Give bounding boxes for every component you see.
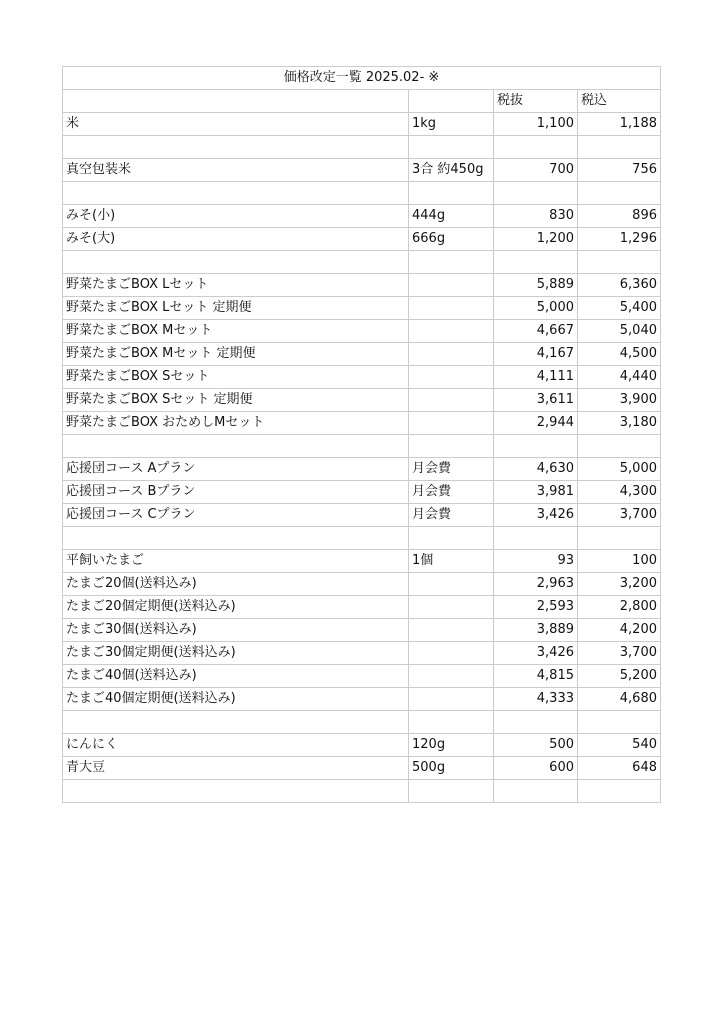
price-tax-included-cell: 3,180 xyxy=(578,412,661,435)
unit-cell xyxy=(409,182,494,205)
table-row xyxy=(63,573,661,596)
unit-cell xyxy=(409,297,494,320)
table-row xyxy=(63,596,661,619)
unit-cell xyxy=(409,274,494,297)
price-tax-excluded-cell xyxy=(494,136,578,159)
item-name-cell: 応援団コース Aプラン xyxy=(63,458,409,481)
price-tax-excluded-cell: 2,963 xyxy=(494,573,578,596)
table-row xyxy=(63,711,661,734)
price-tax-excluded-cell xyxy=(494,711,578,734)
unit-cell xyxy=(409,251,494,274)
price-tax-included-cell: 4,440 xyxy=(578,366,661,389)
item-name-cell: たまご40個(送料込み) xyxy=(63,665,409,688)
item-name-cell: 真空包装米 xyxy=(63,159,409,182)
item-name-cell: みそ(小) xyxy=(63,205,409,228)
price-tax-excluded-cell: 2,593 xyxy=(494,596,578,619)
item-name-cell: たまご20個(送料込み) xyxy=(63,573,409,596)
price-tax-excluded-cell xyxy=(494,435,578,458)
unit-cell: 1個 xyxy=(409,550,494,573)
price-tax-included-cell: 100 xyxy=(578,550,661,573)
price-tax-included-cell xyxy=(578,780,661,803)
unit-cell xyxy=(409,320,494,343)
unit-cell xyxy=(409,780,494,803)
price-tax-included-cell: 1,296 xyxy=(578,228,661,251)
item-name-cell: 平飼いたまご xyxy=(63,550,409,573)
table-row xyxy=(63,435,661,458)
item-name-cell: 野菜たまごBOX Mセット xyxy=(63,320,409,343)
table-row xyxy=(63,688,661,711)
table-row xyxy=(63,343,661,366)
unit-cell xyxy=(409,665,494,688)
item-name-cell: たまご30個定期便(送料込み) xyxy=(63,642,409,665)
price-tax-excluded-cell: 2,944 xyxy=(494,412,578,435)
unit-cell xyxy=(409,527,494,550)
price-tax-included-cell: 3,900 xyxy=(578,389,661,412)
table-row xyxy=(63,780,661,803)
unit-cell: 666g xyxy=(409,228,494,251)
item-name-cell xyxy=(63,527,409,550)
table-row xyxy=(63,481,661,504)
price-tax-included-cell: 648 xyxy=(578,757,661,780)
price-tax-excluded-cell: 93 xyxy=(494,550,578,573)
price-tax-included-cell: 2,800 xyxy=(578,596,661,619)
item-name-cell: みそ(大) xyxy=(63,228,409,251)
price-tax-excluded-cell: 4,167 xyxy=(494,343,578,366)
price-table xyxy=(62,66,661,803)
unit-cell: 月会費 xyxy=(409,504,494,527)
unit-cell xyxy=(409,596,494,619)
item-name-cell: にんにく xyxy=(63,734,409,757)
unit-cell xyxy=(409,343,494,366)
table-row xyxy=(63,550,661,573)
table-row xyxy=(63,274,661,297)
item-name-cell: 野菜たまごBOX Sセット xyxy=(63,366,409,389)
price-tax-included-cell xyxy=(578,435,661,458)
header-row xyxy=(63,90,661,113)
price-tax-included-cell: 3,700 xyxy=(578,642,661,665)
header-tax-included: 税込 xyxy=(578,90,661,113)
unit-cell xyxy=(409,619,494,642)
unit-cell xyxy=(409,435,494,458)
table-row xyxy=(63,642,661,665)
price-tax-included-cell: 5,040 xyxy=(578,320,661,343)
item-name-cell: たまご40個定期便(送料込み) xyxy=(63,688,409,711)
price-tax-excluded-cell: 3,611 xyxy=(494,389,578,412)
price-tax-included-cell: 4,300 xyxy=(578,481,661,504)
item-name-cell: 野菜たまごBOX Lセット 定期便 xyxy=(63,297,409,320)
table-row xyxy=(63,734,661,757)
item-name-cell xyxy=(63,435,409,458)
item-name-cell xyxy=(63,251,409,274)
price-tax-excluded-cell: 3,426 xyxy=(494,504,578,527)
price-tax-included-cell: 6,360 xyxy=(578,274,661,297)
unit-cell xyxy=(409,642,494,665)
price-tax-included-cell xyxy=(578,136,661,159)
price-tax-included-cell: 896 xyxy=(578,205,661,228)
header-tax-excluded: 税抜 xyxy=(494,90,578,113)
table-row xyxy=(63,182,661,205)
price-tax-included-cell: 4,200 xyxy=(578,619,661,642)
price-tax-excluded-cell: 500 xyxy=(494,734,578,757)
unit-cell: 月会費 xyxy=(409,458,494,481)
table-row xyxy=(63,665,661,688)
item-name-cell xyxy=(63,182,409,205)
price-tax-excluded-cell: 4,111 xyxy=(494,366,578,389)
item-name-cell: 野菜たまごBOX Sセット 定期便 xyxy=(63,389,409,412)
price-tax-excluded-cell: 3,889 xyxy=(494,619,578,642)
price-tax-included-cell: 3,700 xyxy=(578,504,661,527)
unit-cell xyxy=(409,366,494,389)
table-row xyxy=(63,320,661,343)
table-row xyxy=(63,251,661,274)
table-row xyxy=(63,412,661,435)
unit-cell xyxy=(409,136,494,159)
price-tax-included-cell: 540 xyxy=(578,734,661,757)
unit-cell: 月会費 xyxy=(409,481,494,504)
item-name-cell: 野菜たまごBOX Lセット xyxy=(63,274,409,297)
table-row xyxy=(63,366,661,389)
unit-cell xyxy=(409,688,494,711)
table-row xyxy=(63,136,661,159)
unit-cell: 500g xyxy=(409,757,494,780)
item-name-cell: たまご20個定期便(送料込み) xyxy=(63,596,409,619)
unit-cell: 3合 約450g xyxy=(409,159,494,182)
item-name-cell: 応援団コース Bプラン xyxy=(63,481,409,504)
price-tax-included-cell xyxy=(578,251,661,274)
price-tax-excluded-cell xyxy=(494,251,578,274)
price-tax-included-cell: 3,200 xyxy=(578,573,661,596)
price-tax-included-cell: 5,200 xyxy=(578,665,661,688)
unit-cell xyxy=(409,412,494,435)
page-title: 価格改定一覧 2025.02- ※ xyxy=(63,67,661,90)
price-tax-excluded-cell xyxy=(494,182,578,205)
price-tax-excluded-cell: 4,630 xyxy=(494,458,578,481)
table-row xyxy=(63,389,661,412)
price-tax-included-cell xyxy=(578,182,661,205)
price-tax-excluded-cell: 3,426 xyxy=(494,642,578,665)
price-tax-excluded-cell xyxy=(494,780,578,803)
price-tax-excluded-cell: 1,100 xyxy=(494,113,578,136)
item-name-cell: 野菜たまごBOX Mセット 定期便 xyxy=(63,343,409,366)
unit-cell xyxy=(409,389,494,412)
price-tax-included-cell: 5,400 xyxy=(578,297,661,320)
price-tax-excluded-cell: 600 xyxy=(494,757,578,780)
table-row xyxy=(63,228,661,251)
price-tax-included-cell: 4,680 xyxy=(578,688,661,711)
price-tax-excluded-cell: 4,815 xyxy=(494,665,578,688)
price-tax-excluded-cell: 3,981 xyxy=(494,481,578,504)
unit-cell xyxy=(409,573,494,596)
price-tax-excluded-cell: 700 xyxy=(494,159,578,182)
item-name-cell xyxy=(63,780,409,803)
table-row xyxy=(63,757,661,780)
price-tax-excluded-cell xyxy=(494,527,578,550)
table-row xyxy=(63,458,661,481)
price-tax-excluded-cell: 830 xyxy=(494,205,578,228)
unit-cell: 120g xyxy=(409,734,494,757)
price-tax-included-cell: 5,000 xyxy=(578,458,661,481)
price-tax-excluded-cell: 5,889 xyxy=(494,274,578,297)
price-tax-included-cell: 756 xyxy=(578,159,661,182)
price-tax-excluded-cell: 4,333 xyxy=(494,688,578,711)
header-name-cell xyxy=(63,90,409,113)
item-name-cell: 野菜たまごBOX おためしMセット xyxy=(63,412,409,435)
unit-cell: 444g xyxy=(409,205,494,228)
price-tax-included-cell xyxy=(578,527,661,550)
table-row xyxy=(63,619,661,642)
header-unit-cell xyxy=(409,90,494,113)
item-name-cell xyxy=(63,711,409,734)
price-tax-excluded-cell: 4,667 xyxy=(494,320,578,343)
price-table-body xyxy=(63,67,661,803)
item-name-cell: たまご30個(送料込み) xyxy=(63,619,409,642)
unit-cell: 1kg xyxy=(409,113,494,136)
item-name-cell: 米 xyxy=(63,113,409,136)
table-row xyxy=(63,159,661,182)
title-row xyxy=(63,67,661,90)
price-tax-included-cell: 1,188 xyxy=(578,113,661,136)
item-name-cell: 青大豆 xyxy=(63,757,409,780)
price-tax-included-cell: 4,500 xyxy=(578,343,661,366)
price-tax-excluded-cell: 5,000 xyxy=(494,297,578,320)
item-name-cell xyxy=(63,136,409,159)
table-row xyxy=(63,113,661,136)
table-row xyxy=(63,527,661,550)
table-row xyxy=(63,504,661,527)
item-name-cell: 応援団コース Cプラン xyxy=(63,504,409,527)
price-tax-excluded-cell: 1,200 xyxy=(494,228,578,251)
table-row xyxy=(63,205,661,228)
unit-cell xyxy=(409,711,494,734)
price-tax-included-cell xyxy=(578,711,661,734)
table-row xyxy=(63,297,661,320)
